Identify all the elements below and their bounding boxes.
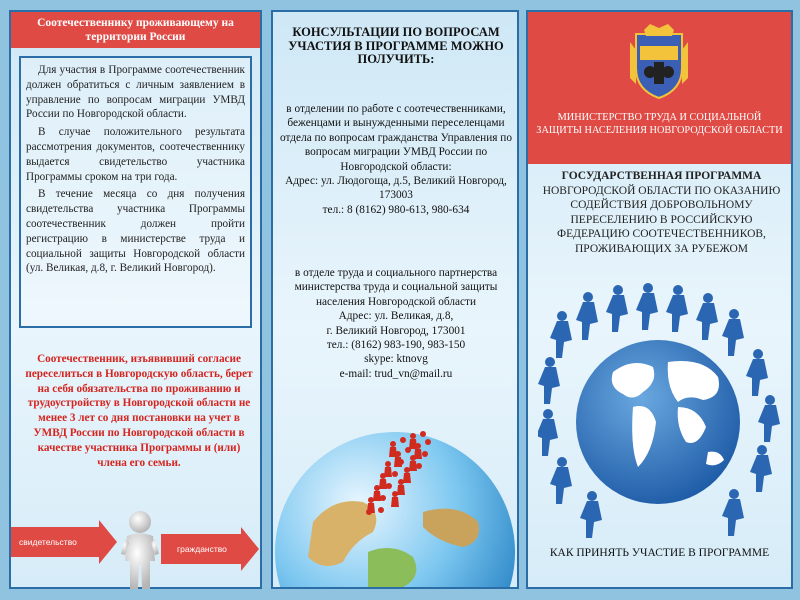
coat-of-arms-icon <box>626 22 692 102</box>
paragraph-2: В случае положительного результата рассмотрения документов, соотечественнику выдается свидетельство участника Программы сроком на три года. <box>26 126 245 183</box>
program-title-rest: НОВГОРОДСКОЙ ОБЛАСТИ ПО ОКАЗАНИЮ СОДЕЙСТВИЯ ДОБРОВОЛЬНОМУ ПЕРЕСЕЛЕНИЮ В РОССИЙСКУЮ ФЕДЕРАЦИЮ СООТЕЧЕСТВЕННИКОВ, ПРОЖИВАЮЩИХ ЗА РУБЕЖОМ <box>542 184 781 255</box>
obligation-note: Соотечественник, изъявивший согласие переселиться в Новгородскую область, берет на себя обязательства по проживанию и трудоустройству в Новгородской области не менее 3 лет со дня постановки на учет в УМВД России по Новгородской области в качестве участника Программы и (или) члена его семьи. <box>25 353 253 469</box>
left-panel-header: Соотечественнику проживающему на территории России <box>11 12 260 48</box>
contact-ministry-address-2: г. Великий Новгород, 173001 <box>326 324 466 337</box>
contact-ministry-skype: skype: ktnovg <box>364 353 428 366</box>
citizenship-arrow <box>161 527 259 571</box>
contact-ministry-phone: тел.: (8162) 983-190, 983-150 <box>326 339 466 352</box>
certificate-arrow <box>11 520 117 564</box>
paragraph-1: Для участия в Программе соотечественник должен обратиться с личным заявлением в управление по вопросам миграции УМВД России по Новгородской области. <box>26 64 245 121</box>
consultation-title: КОНСУЛЬТАЦИИ ПО ВОПРОСАМ УЧАСТИЯ В ПРОГРАММЕ МОЖНО ПОЛУЧИТЬ: <box>288 25 504 66</box>
world-people-illustration <box>538 282 783 542</box>
contact-umvd-phone: тел.: 8 (8162) 980-613, 980-634 <box>322 203 470 216</box>
contact-block-ministry <box>277 266 515 381</box>
program-title-bold: ГОСУДАРСТВЕННАЯ ПРОГРАММА <box>561 170 762 182</box>
contact-umvd-text: в отделении по работе с соотечественниками, беженцами и вынужденными переселенцами отдела по вопросам гражданства Управления по вопросам миграции УМВД России по Новгородской области: <box>280 103 512 173</box>
globe-with-people-icon <box>273 422 517 587</box>
contact-ministry-email: e-mail: trud_vn@mail.ru <box>339 367 453 380</box>
contact-ministry-address-1: Адрес: ул. Великая, д.8, <box>338 310 454 323</box>
contact-block-umvd <box>277 102 515 217</box>
contact-umvd-address: Адрес: ул. Людогоща, д.5, Великий Новгород, 173003 <box>285 175 507 202</box>
left-panel-body <box>19 56 252 328</box>
paragraph-3: В течение месяца со дня получения свидетельства участника Программы соотечественник должен пройти регистрацию в министерстве труда и социальной защиты Новгородской области (ул. Великая, д.8, г. Великий Новгород). <box>26 188 245 275</box>
left-panel <box>9 10 262 589</box>
contact-ministry-text: в отделе труда и социального партнерства министерства труда и социальной защиты населения Новгородской области <box>294 267 498 308</box>
person-figure-icon <box>117 509 163 593</box>
ministry-header <box>528 12 791 164</box>
right-panel <box>526 10 793 589</box>
arrow-right-icon <box>241 527 259 571</box>
how-to-participate: КАК ПРИНЯТЬ УЧАСТИЕ В ПРОГРАММЕ <box>549 547 770 559</box>
arrow-right-icon <box>99 520 117 564</box>
citizenship-arrow-label: гражданство <box>161 534 241 564</box>
ministry-name: МИНИСТЕРСТВО ТРУДА И СОЦИАЛЬНОЙ ЗАЩИТЫ НАСЕЛЕНИЯ НОВГОРОДСКОЙ ОБЛАСТИ <box>536 112 783 136</box>
certificate-arrow-label: свидетельство <box>11 527 99 557</box>
program-title <box>540 169 783 256</box>
middle-panel <box>271 10 519 589</box>
